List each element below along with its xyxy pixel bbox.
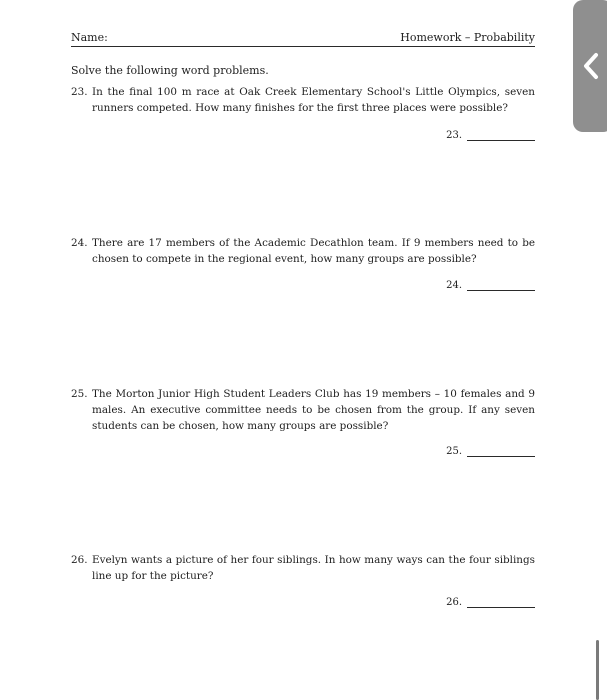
problem-23	[71, 84, 535, 116]
back-tab-button[interactable]	[573, 0, 607, 132]
chevron-left-icon	[581, 52, 601, 80]
name-label: Name:	[71, 31, 108, 44]
answer-label: 23.	[446, 130, 462, 141]
problem-number: 24.	[71, 237, 88, 249]
worksheet-title: Homework – Probability	[400, 31, 535, 44]
problem-text: The Morton Junior High Student Leaders Club has 19 members – 10 females and 9 males. An executive committee needs to be chosen from the group. If any seven students can be chosen, how many groups are possible?	[92, 388, 535, 432]
answer-blank[interactable]	[467, 130, 535, 141]
answer-24	[446, 280, 535, 291]
problem-number: 26.	[71, 554, 88, 566]
problem-text: In the final 100 m race at Oak Creek Elementary School's Little Olympics, seven runners competed. How many finishes for the first three places were possible?	[92, 86, 535, 114]
problem-text: There are 17 members of the Academic Decathlon team. If 9 members need to be chosen to compete in the regional event, how many groups are possible?	[92, 237, 535, 265]
problem-text: Evelyn wants a picture of her four siblings. In how many ways can the four siblings line up for the picture?	[92, 554, 535, 582]
answer-label: 24.	[446, 280, 462, 291]
answer-label: 25.	[446, 446, 462, 457]
problem-number: 23.	[71, 86, 88, 98]
answer-blank[interactable]	[467, 446, 535, 457]
scrollbar-thumb[interactable]	[596, 640, 599, 700]
answer-label: 26.	[446, 597, 462, 608]
answer-23	[446, 130, 535, 141]
problem-number: 25.	[71, 388, 88, 400]
answer-26	[446, 597, 535, 608]
worksheet-header	[71, 30, 535, 47]
problem-24	[71, 235, 535, 267]
answer-blank[interactable]	[467, 597, 535, 608]
answer-25	[446, 446, 535, 457]
instructions: Solve the following word problems.	[71, 64, 269, 77]
problem-26	[71, 552, 535, 584]
problem-25	[71, 386, 535, 434]
answer-blank[interactable]	[467, 280, 535, 291]
